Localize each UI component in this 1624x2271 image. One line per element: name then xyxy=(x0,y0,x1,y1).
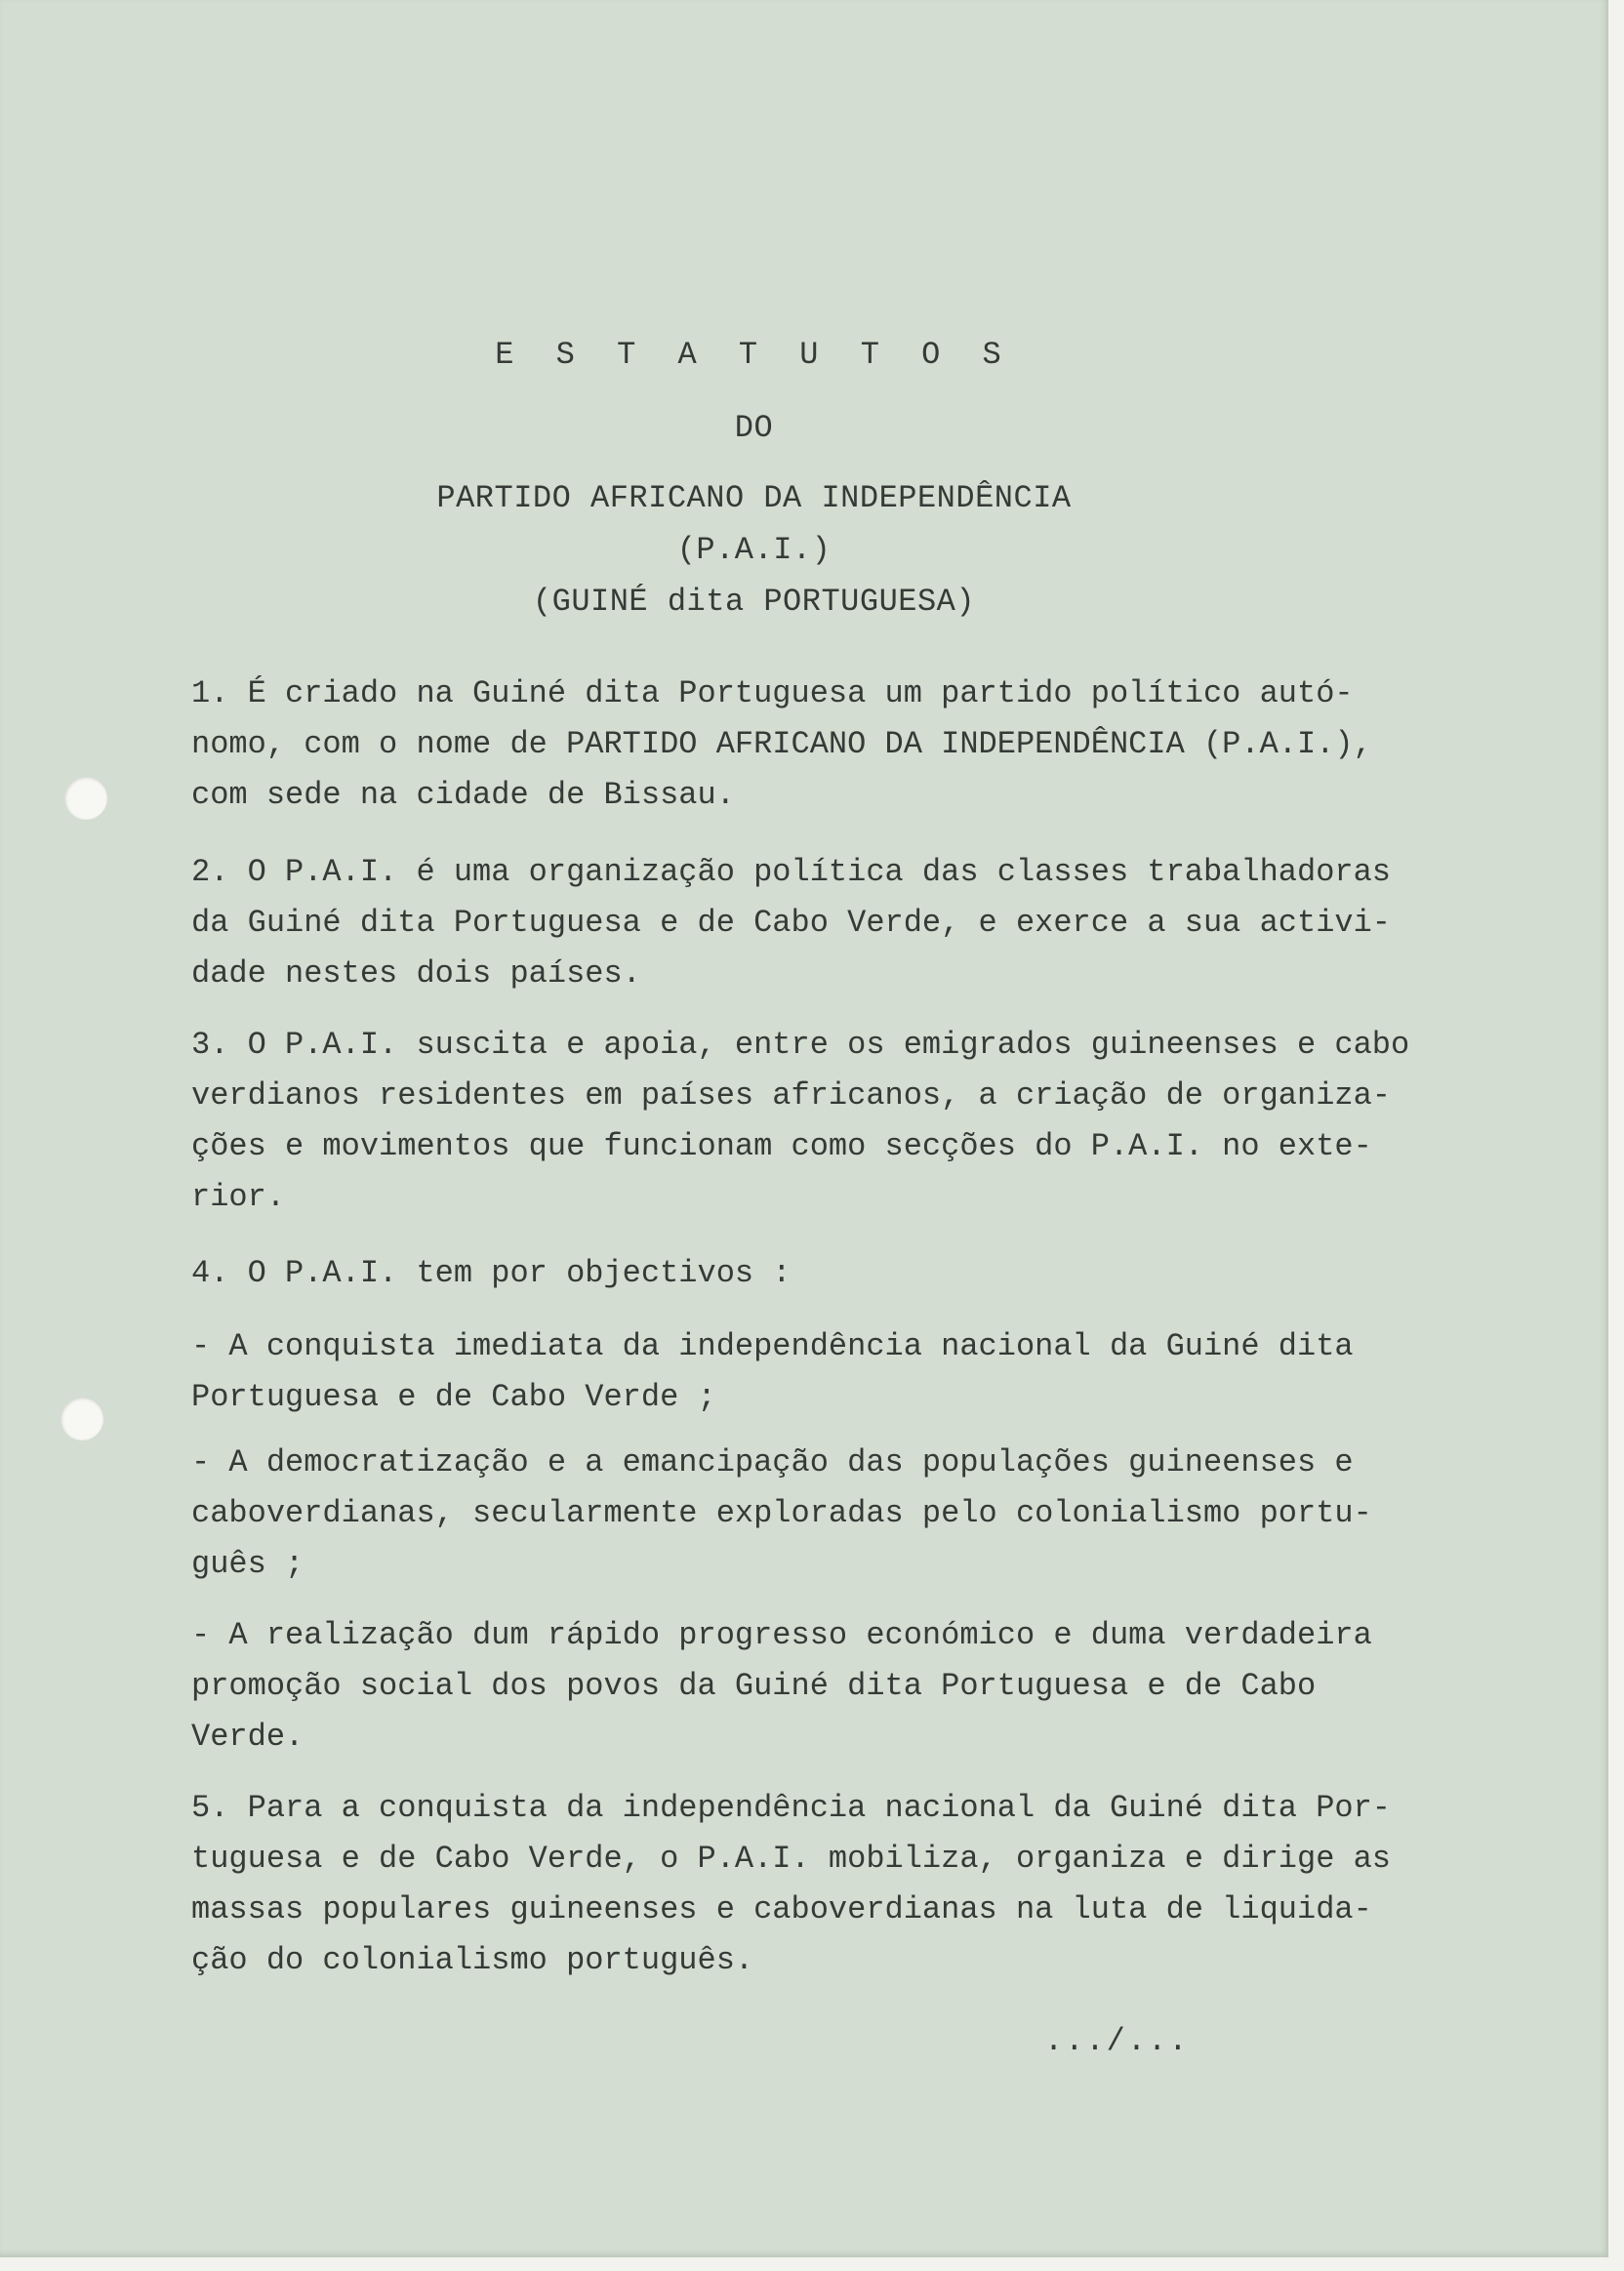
continuation-mark: .../... xyxy=(1044,2023,1190,2059)
party-abbreviation: (P.A.I.) xyxy=(676,532,832,568)
text-line: ções e movimentos que funcionam como secções do P.A.I. no exte- xyxy=(191,1128,1372,1164)
text-line: massas populares guineenses e caboverdianas na luta de liquida- xyxy=(191,1891,1372,1927)
article-4 xyxy=(191,1248,792,1299)
text-line: 4. O P.A.I. tem por objectivos : xyxy=(191,1255,792,1291)
text-line: - A realização dum rápido progresso económico e duma verdadeira xyxy=(191,1617,1372,1653)
title-connector: DO xyxy=(734,410,774,446)
text-line: 1. É criado na Guiné dita Portuguesa um partido político autó- xyxy=(191,675,1354,711)
text-line: rior. xyxy=(191,1179,286,1215)
text-line: - A conquista imediata da independência nacional da Guiné dita xyxy=(191,1328,1354,1364)
document-title: E S T A T U T O S xyxy=(495,337,1013,373)
text-line: - A democratização e a emancipação das populações guineenses e xyxy=(191,1444,1354,1480)
text-line: 2. O P.A.I. é uma organização política das classes trabalhadoras xyxy=(191,854,1391,890)
text-line: Verde. xyxy=(191,1719,304,1755)
text-line: guês ; xyxy=(191,1546,304,1582)
text-line: 3. O P.A.I. suscita e apoia, entre os emigrados guineenses e cabo xyxy=(191,1027,1410,1063)
text-line: da Guiné dita Portuguesa e de Cabo Verde, e exerce a sua activi- xyxy=(191,905,1391,941)
objective-item xyxy=(191,1610,1372,1763)
article-3 xyxy=(191,1020,1409,1223)
party-name: PARTIDO AFRICANO DA INDEPENDÊNCIA xyxy=(436,480,1072,516)
text-line: 5. Para a conquista da independência nacional da Guiné dita Por- xyxy=(191,1790,1391,1826)
text-line: ção do colonialismo português. xyxy=(191,1942,754,1978)
region-subtitle: (GUINÉ dita PORTUGUESA) xyxy=(532,584,976,620)
text-line: promoção social dos povos da Guiné dita Portuguesa e de Cabo xyxy=(191,1668,1317,1704)
article-5 xyxy=(191,1783,1391,1986)
text-line: caboverdianas, secularmente exploradas pelo colonialismo portu- xyxy=(191,1495,1372,1531)
text-line: tuguesa e de Cabo Verde, o P.A.I. mobiliza, organiza e dirige as xyxy=(191,1841,1391,1877)
objective-item xyxy=(191,1438,1372,1590)
punch-hole xyxy=(64,777,107,820)
objective-item xyxy=(191,1321,1354,1423)
text-line: nomo, com o nome de PARTIDO AFRICANO DA INDEPENDÊNCIA (P.A.I.), xyxy=(191,726,1372,762)
text-line: Portuguesa e de Cabo Verde ; xyxy=(191,1379,716,1415)
article-1 xyxy=(191,669,1372,821)
article-2 xyxy=(191,847,1391,999)
punch-hole xyxy=(61,1398,103,1440)
text-line: verdianos residentes em países africanos, a criação de organiza- xyxy=(191,1077,1391,1114)
text-line: com sede na cidade de Bissau. xyxy=(191,777,735,813)
text-line: dade nestes dois países. xyxy=(191,955,641,992)
